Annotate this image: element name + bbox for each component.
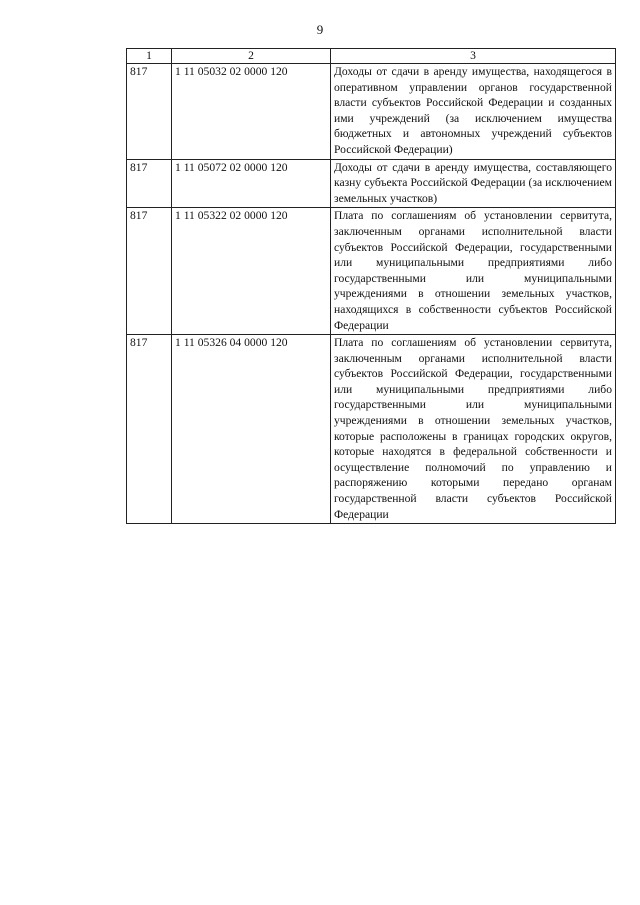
table-row [127,64,616,160]
page-number: 9 [316,22,324,37]
admin-code-cell: 817 [127,335,172,524]
income-code-cell: 1 11 05032 02 0000 120 [172,64,331,160]
income-code-cell: 1 11 05072 02 0000 120 [172,159,331,208]
admin-code-cell: 817 [127,159,172,208]
column-header-2: 2 [172,49,331,64]
income-codes-table [126,48,616,524]
table-row [127,159,616,208]
description-cell: Плата по соглашениям об установлении сервитута, заключенным органами исполнительной власти субъектов Российской Федерации, государственными или муниципальными предприятиями либо государственными или муниципальными учреждениями в отношении земельных участков, находящихся в собственности субъектов Российской Федерации [331,208,616,335]
column-header-1: 1 [127,49,172,64]
table-row [127,335,616,524]
income-code-cell: 1 11 05326 04 0000 120 [172,335,331,524]
table-row [127,208,616,335]
description-cell: Доходы от сдачи в аренду имущества, находящегося в оперативном управлении органов государственной власти субъектов Российской Федерации и созданных ими учреждений (за исключением имущества бюджетных и автономных учреждений субъектов Российской Федерации) [331,64,616,160]
admin-code-cell: 817 [127,64,172,160]
table-header-row [127,49,616,64]
admin-code-cell: 817 [127,208,172,335]
column-header-3: 3 [331,49,616,64]
description-cell: Доходы от сдачи в аренду имущества, составляющего казну субъекта Российской Федерации (за исключением земельных участков) [331,159,616,208]
description-cell: Плата по соглашениям об установлении сервитута, заключенным органами исполнительной власти субъектов Российской Федерации, государственными или муниципальными предприятиями либо государственными или муниципальными учреждениями в отношении земельных участков, которые расположены в границах городских округов, которые находятся в федеральной собственности и осуществление полномочий по управлению и распоряжению которыми передано органам государственной власти субъектов Российской Федерации [331,335,616,524]
income-code-cell: 1 11 05322 02 0000 120 [172,208,331,335]
